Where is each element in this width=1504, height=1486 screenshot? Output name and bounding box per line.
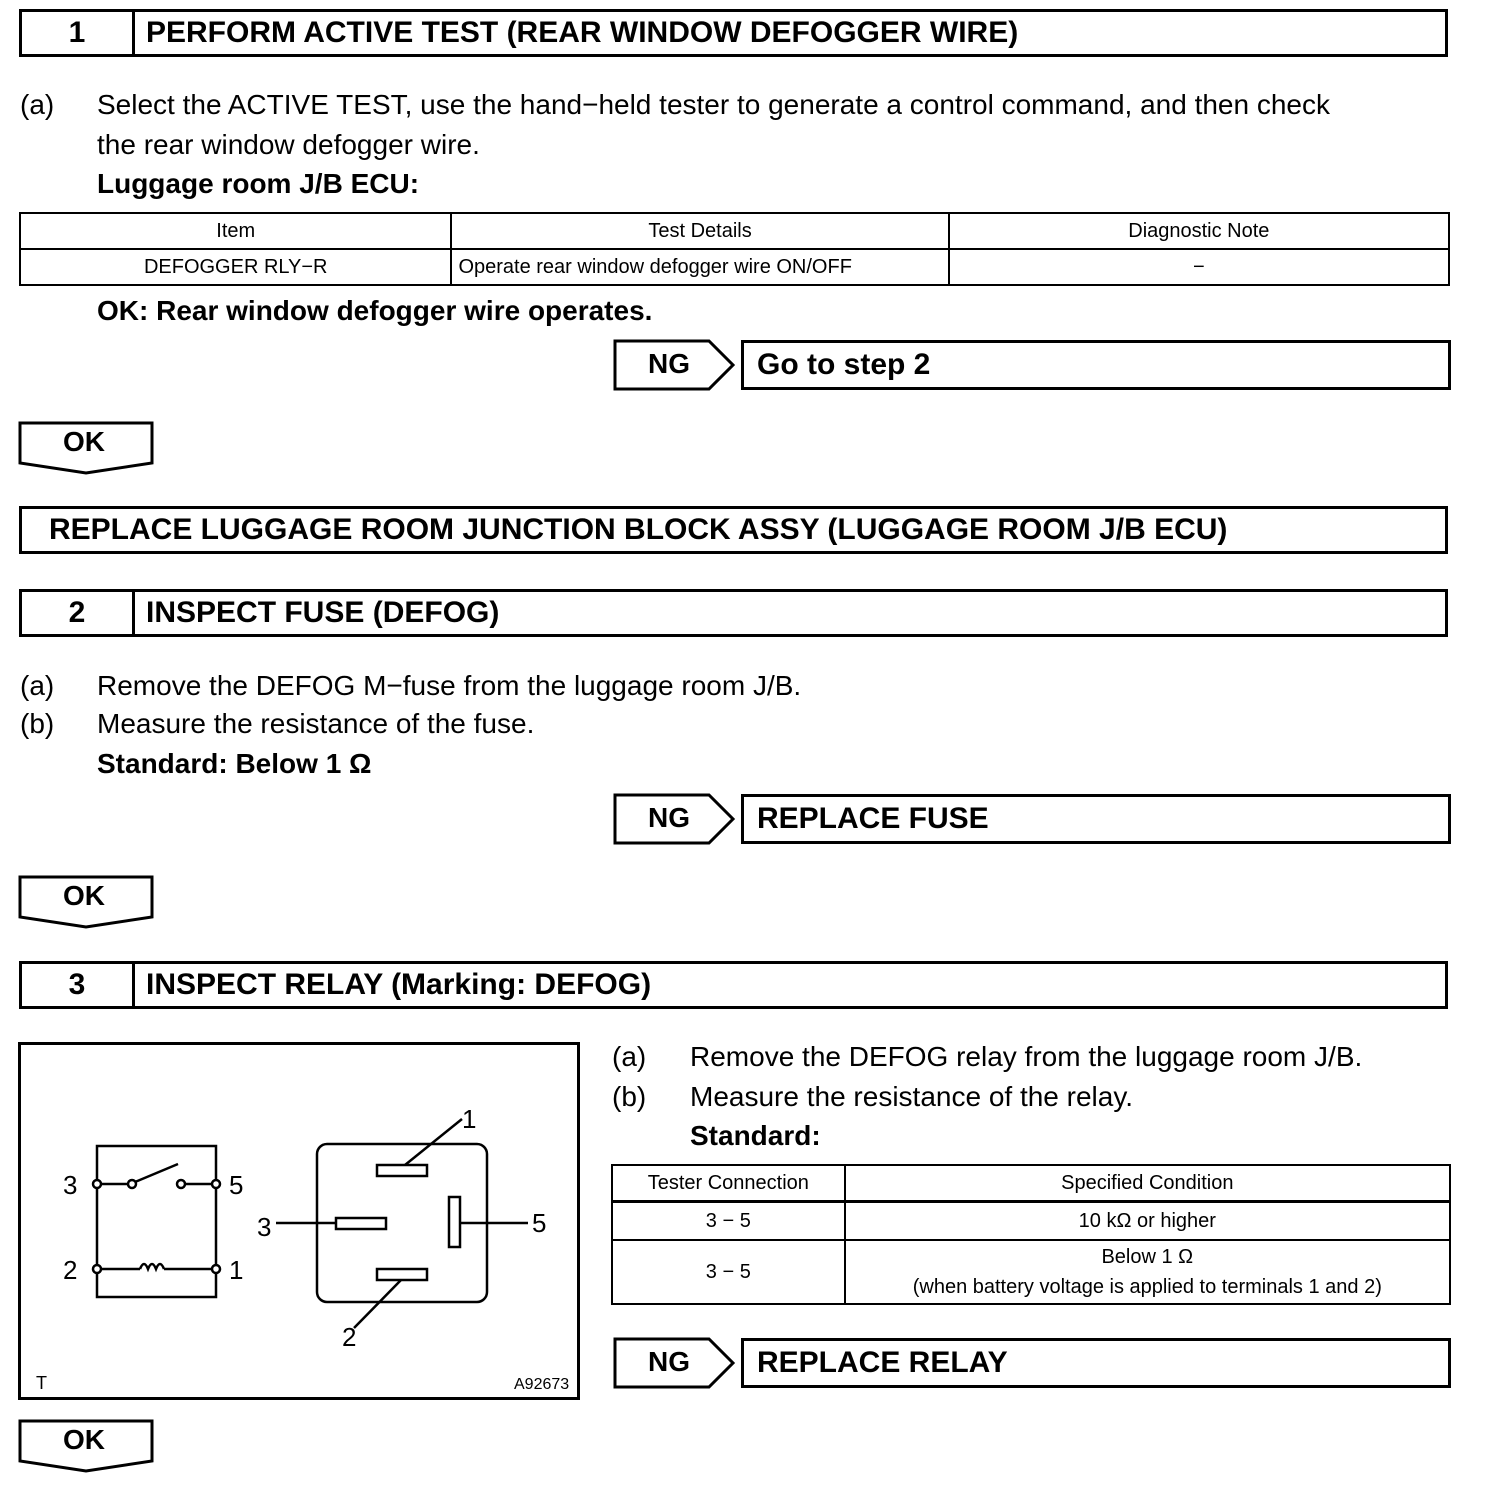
terminal-label: 3 bbox=[63, 1170, 78, 1200]
terminal-label: 2 bbox=[342, 1322, 357, 1352]
relay-body bbox=[276, 1119, 528, 1328]
table-cell: − bbox=[949, 249, 1449, 285]
step-1-header bbox=[19, 9, 1448, 57]
relay-resistance-table bbox=[611, 1164, 1451, 1305]
condition-note: (when battery voltage is applied to terminals 1 and 2) bbox=[912, 1276, 1382, 1298]
table-header-row bbox=[612, 1165, 1450, 1202]
step-3-header bbox=[19, 961, 1448, 1009]
table-cell: Operate rear window defogger wire ON/OFF bbox=[451, 249, 948, 285]
terminal-label: 5 bbox=[532, 1208, 547, 1238]
table-header: Diagnostic Note bbox=[949, 213, 1449, 249]
step-number: 3 bbox=[22, 964, 135, 1006]
instruction-text: the rear window defogger wire. bbox=[97, 129, 480, 160]
table-header-row bbox=[20, 213, 1449, 249]
instruction-text: Remove the DEFOG M−fuse from the luggage room J/B. bbox=[97, 670, 802, 701]
condition-value: Below 1 Ω bbox=[1101, 1246, 1194, 1268]
step-number: 1 bbox=[22, 12, 135, 54]
instruction-marker: (a) bbox=[612, 1041, 647, 1072]
instruction-marker: (a) bbox=[20, 670, 55, 701]
ok-condition: OK: Rear window defogger wire operates. bbox=[97, 295, 653, 326]
ok-label: OK bbox=[63, 426, 105, 457]
corner-mark: T bbox=[36, 1373, 47, 1393]
instruction-marker: (b) bbox=[20, 708, 55, 739]
ok-branch bbox=[18, 875, 156, 931]
ng-action-box bbox=[741, 794, 1451, 844]
active-test-table bbox=[19, 212, 1450, 286]
table-row bbox=[612, 1240, 1450, 1304]
ok-label: OK bbox=[63, 880, 105, 911]
relay-schematic bbox=[93, 1146, 220, 1297]
table-header: Specified Condition bbox=[845, 1165, 1450, 1202]
ok-branch bbox=[18, 421, 156, 477]
step-title: PERFORM ACTIVE TEST (REAR WINDOW DEFOGGER WIRE) bbox=[146, 16, 1019, 49]
ng-branch bbox=[613, 793, 1451, 845]
ng-action-box bbox=[741, 1338, 1451, 1388]
instruction-text: Measure the resistance of the fuse. bbox=[97, 708, 535, 739]
table-cell: DEFOGGER RLY−R bbox=[20, 249, 451, 285]
terminal-label: 3 bbox=[257, 1212, 272, 1242]
terminal-label: 2 bbox=[63, 1255, 78, 1285]
ok-branch bbox=[18, 1419, 156, 1475]
ng-label: NG bbox=[648, 802, 690, 833]
table-cell: 3 − 5 bbox=[612, 1240, 845, 1304]
ng-action: Go to step 2 bbox=[757, 348, 931, 381]
table-header: Test Details bbox=[451, 213, 948, 249]
ng-action: REPLACE RELAY bbox=[757, 1346, 1008, 1379]
ng-branch bbox=[613, 1337, 1451, 1389]
ng-label: NG bbox=[648, 1346, 690, 1377]
relay-diagram bbox=[18, 1042, 582, 1402]
instruction-text: Remove the DEFOG relay from the luggage room J/B. bbox=[690, 1041, 1363, 1072]
table-header: Item bbox=[20, 213, 451, 249]
step-number: 2 bbox=[22, 592, 135, 634]
instruction-marker: (a) bbox=[20, 89, 55, 120]
terminal-label: 5 bbox=[229, 1170, 244, 1200]
ng-label: NG bbox=[648, 348, 690, 379]
ecu-label: Luggage room J/B ECU: bbox=[97, 168, 420, 199]
instruction-text: Measure the resistance of the relay. bbox=[690, 1081, 1134, 1112]
terminal-label: 1 bbox=[229, 1255, 244, 1285]
table-row bbox=[20, 249, 1449, 285]
instruction-text: Select the ACTIVE TEST, use the hand−held tester to generate a control command, and then check bbox=[97, 89, 1330, 120]
ng-action: REPLACE FUSE bbox=[757, 802, 989, 835]
table-cell bbox=[845, 1240, 1450, 1304]
step-title: INSPECT RELAY (Marking: DEFOG) bbox=[146, 968, 652, 1001]
table-cell: 3 − 5 bbox=[612, 1202, 845, 1241]
replace-ecu-box bbox=[19, 506, 1448, 554]
table-header: Tester Connection bbox=[612, 1165, 845, 1202]
step-2-header bbox=[19, 589, 1448, 637]
standard-label: Standard: bbox=[690, 1120, 821, 1151]
standard-value: Standard: Below 1 Ω bbox=[97, 748, 372, 779]
table-cell: 10 kΩ or higher bbox=[845, 1202, 1450, 1241]
instruction-marker: (b) bbox=[612, 1081, 647, 1112]
terminal-label: 1 bbox=[462, 1104, 477, 1134]
ok-label: OK bbox=[63, 1424, 105, 1455]
ng-action-box bbox=[741, 340, 1451, 390]
replace-ecu-text: REPLACE LUGGAGE ROOM JUNCTION BLOCK ASSY (LUGGAGE ROOM J/B ECU) bbox=[49, 513, 1228, 546]
figure-id: A92673 bbox=[514, 1376, 570, 1393]
table-row bbox=[612, 1202, 1450, 1241]
ng-branch bbox=[613, 339, 1451, 391]
step-title: INSPECT FUSE (DEFOG) bbox=[146, 596, 500, 629]
